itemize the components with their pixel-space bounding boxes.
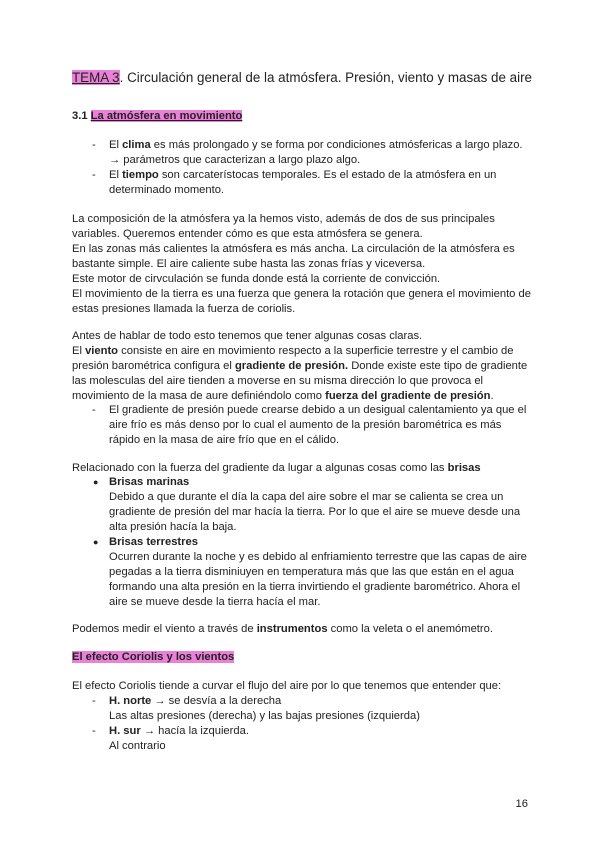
paragraph-composicion: La composición de la atmósfera ya la hemos visto, además de dos de sus principales variables. Queremos entender cómo es que esta atmósfera se genera. En las zonas más calientes la atmósfera es más ancha. La circulación de la atmósfera es bastante simple. El aire caliente sube hasta las zonas frías y viceversa. Este motor de cirvculación se funda donde está la corriente de convicción. El movimiento de la tierra es una fuerza que genera la rotación que genera el movimiento de estas presiones llamada la fuerza de coriolis. <box>72 213 531 315</box>
list-item: - El gradiente de presión puede crearse debido a un desigual calentamiento ya que el aire frío es más denso por lo cual el aumento de la presión barométrica es más rápido en la masa de aire frío que en el cálido. <box>92 404 527 446</box>
paragraph-instrumentos: Podemos medir el viento a través de instrumentos como la veleta o el anemómetro. <box>72 623 493 635</box>
section-heading-2: El efecto Coriolis y los vientos <box>72 651 235 663</box>
section-number: 3.1 <box>72 110 91 122</box>
list-item: - El clima es más prolongado y se forma por condiciones atmósfericas a largo plazo. → parámetros que caracterizan a largo plazo algo. <box>92 139 523 166</box>
list-item: ● Brisas terrestres Ocurren durante la noche y es debido al enfriamiento terrestre que las capas de aire pegadas a la tierra disminiuyen en temperatura más que las que están en el agua formando una alta presión en la tierra invirtiendo el gradiente barométrico. Ahora el aire se mueve desde la tierra hacía el mar. <box>93 536 527 608</box>
list-item: - H. norte → se desvía a la derecha Las altas presiones (derecha) y las bajas presiones (izquierda) <box>92 695 420 722</box>
list-item: - H. sur → hacía la izquierda. Al contrario <box>92 725 249 752</box>
paragraph-brisas: Relacionado con la fuerza del gradiente da lugar a algunas cosas como las brisas <box>72 462 481 474</box>
section-label: La atmósfera en movimiento <box>90 110 243 122</box>
title-text: . Circulación general de la atmósfera. Presión, viento y masas de aire <box>119 70 532 85</box>
page-title <box>72 69 532 86</box>
section-heading-1 <box>72 109 242 124</box>
tema-label: TEMA 3 <box>72 70 120 85</box>
page-number: 16 <box>515 798 528 810</box>
brisas-list <box>92 475 532 610</box>
clima-tiempo-list <box>92 138 532 198</box>
list-item: ● Brisas marinas Debido a que durante el día la capa del aire sobre el mar se calienta se crea un gradiente de presión del mar hacía la tierra. Por lo que el aire se mueve desde una alta presión hacía la baja. <box>93 476 521 533</box>
list-item: - El tiempo son carcaterístocas temporales. Es el estado de la atmósfera en un determinado momento. <box>92 169 497 196</box>
gradiente-list <box>92 403 532 448</box>
hemisferio-list <box>92 694 532 754</box>
paragraph-viento: Antes de hablar de todo esto tenemos que tener algunas cosas claras. El viento consiste en aire en movimiento respecto a la superficie terrestre y el cambio de presión barométrica configura el gradiente de presión. Donde existe este tipo de gradiente las molesculas del aire tienden a moverse en su misma dirección lo que provoca el movimiento de la masa de aure definiéndolo como fuerza del gradiente de presión. <box>72 330 528 402</box>
paragraph-coriolis: El efecto Coriolis tiende a curvar el flujo del aire por lo que tenemos que entender que: <box>72 680 502 692</box>
